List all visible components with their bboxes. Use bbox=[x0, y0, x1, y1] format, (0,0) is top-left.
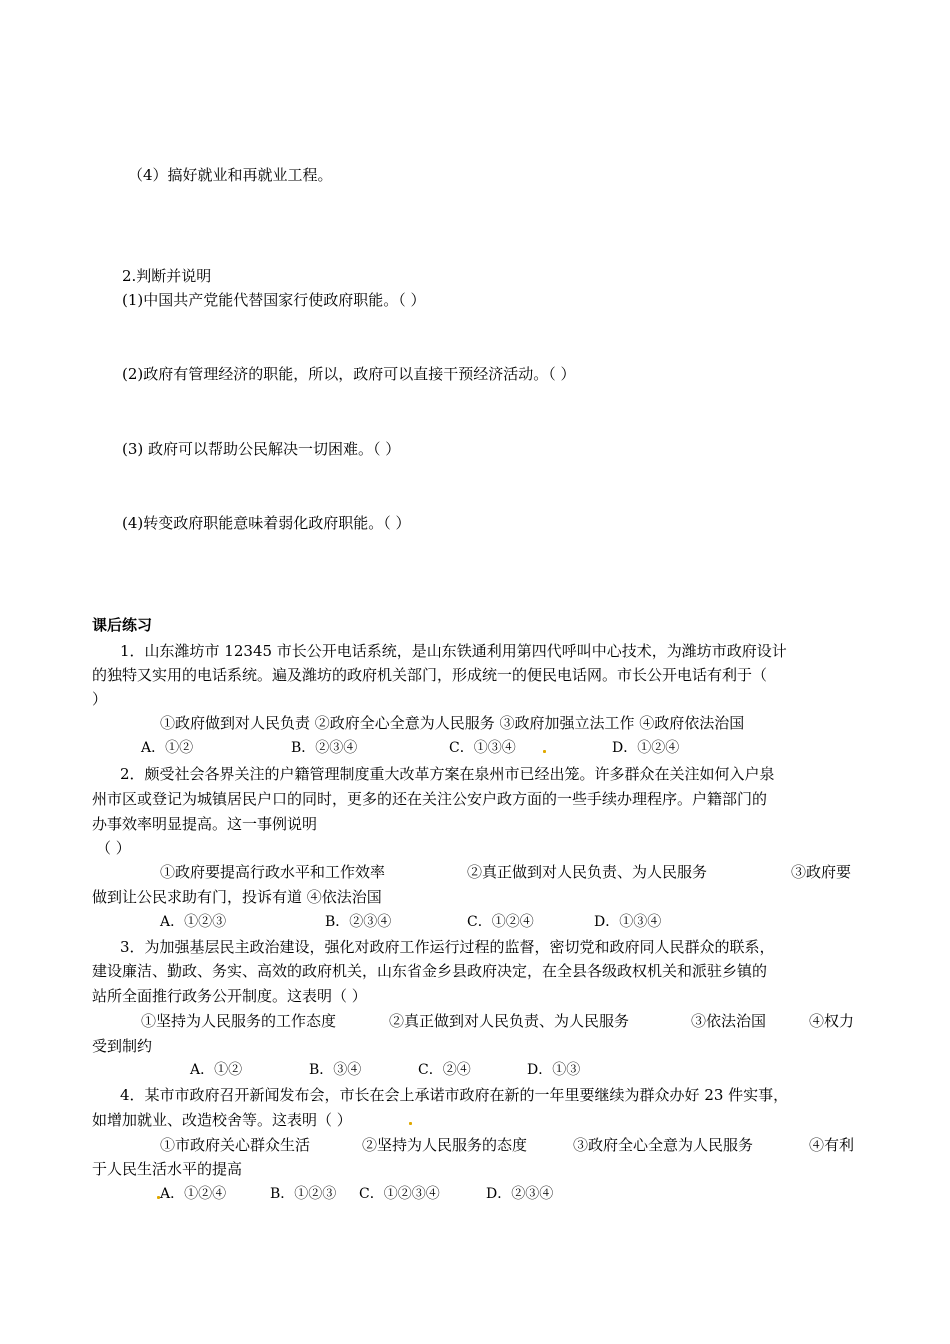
q1-option-b: B．②③④ bbox=[291, 740, 358, 756]
q2-statements-cont: 做到让公民求助有门，投诉有道 ④依法治国 bbox=[92, 888, 382, 906]
q2-line-1: 2．颇受社会各界关注的户籍管理制度重大改革方案在泉州市已经出笼。许多群众在关注如何入户泉 bbox=[120, 765, 775, 783]
q1-line-1: 1．山东潍坊市 12345 市长公开电话系统，是山东铁通利用第四代呼叫中心技术，为潍坊市政府设计 bbox=[120, 642, 787, 660]
q4-statement-2: ②坚持为人民服务的态度 bbox=[362, 1136, 528, 1154]
q2-statement-1: ①政府要提高行政水平和工作效率 bbox=[160, 863, 386, 881]
q1-option-d: D．①②④ bbox=[612, 740, 680, 756]
q3-line-2: 建设廉洁、勤政、务实、高效的政府机关，山东省金乡县政府决定，在全县各级政权机关和派驻乡镇的 bbox=[92, 962, 768, 980]
q2-statement-3: ③政府要 bbox=[791, 863, 852, 881]
q1-option-a: A．①② bbox=[141, 740, 194, 756]
q1-line-2: 的独特又实用的电话系统。遍及潍坊的政府机关部门，形成统一的便民电话网。市长公开电话有利于（ bbox=[92, 666, 768, 684]
q3-option-a: A．①② bbox=[190, 1062, 243, 1078]
q3-statement-2: ②真正做到对人民负责、为人民服务 bbox=[389, 1012, 630, 1030]
q1-line-3: ） bbox=[92, 690, 108, 708]
q2-option-a: A．①②③ bbox=[160, 914, 227, 930]
q3-option-c: C．②④ bbox=[418, 1062, 471, 1078]
q3-statements-cont: 受到制约 bbox=[92, 1037, 153, 1055]
q2-line-4: （ ） bbox=[96, 839, 131, 857]
q3-option-b: B．③④ bbox=[309, 1062, 362, 1078]
q2-option-b: B．②③④ bbox=[325, 914, 392, 930]
q3-line-3: 站所全面推行政务公开制度。这表明（ ） bbox=[92, 987, 367, 1005]
q4-option-d: D．②③④ bbox=[486, 1186, 554, 1202]
section-title: 课后练习 bbox=[92, 616, 153, 634]
q4-statement-1: ①市政府关心群众生活 bbox=[160, 1136, 311, 1154]
q4-option-c: C．①②③④ bbox=[359, 1186, 440, 1202]
q1-option-c: C．①③④ bbox=[449, 740, 516, 756]
q3-line-1: 3．为加强基层民主政治建设，强化对政府工作运行过程的监督，密切党和政府同人民群众的联系， bbox=[120, 938, 775, 956]
q4-option-b: B．①②③ bbox=[270, 1186, 337, 1202]
q2-statement-2: ②真正做到对人民负责、为人民服务 bbox=[467, 863, 708, 881]
q4-option-a: A．①②④ bbox=[160, 1186, 227, 1202]
ink-dot bbox=[543, 750, 546, 753]
q2-option-c: C．①②④ bbox=[467, 914, 534, 930]
q2-line-2: 州市区或登记为城镇居民户口的同时，更多的还在关注公安户政方面的一些手续办理程序。户籍部门的 bbox=[92, 790, 768, 808]
q4-statements-cont: 于人民生活水平的提高 bbox=[92, 1160, 243, 1178]
q4-statement-4: ④有利 bbox=[809, 1136, 855, 1154]
q4-line-2: 如增加就业、改造校舍等。这表明（ ） bbox=[92, 1111, 352, 1129]
q4-line-1: 4．某市市政府召开新闻发布会，市长在会上承诺市政府在新的一年里要继续为群众办好 23 件实事， bbox=[120, 1086, 789, 1104]
q3-statement-3: ③依法治国 bbox=[691, 1012, 767, 1030]
q1-statements: ①政府做到对人民负责 ②政府全心全意为人民服务 ③政府加强立法工作 ④政府依法治国 bbox=[160, 714, 745, 732]
judge-item-1: (1)中国共产党能代替国家行使政府职能。（ ） bbox=[122, 291, 426, 309]
judge-item-2: (2)政府有管理经济的职能，所以，政府可以直接干预经济活动。（ ） bbox=[122, 365, 576, 383]
q4-statement-3: ③政府全心全意为人民服务 bbox=[573, 1136, 754, 1154]
item-4: （4）搞好就业和再就业工程。 bbox=[128, 166, 333, 184]
q3-statement-4: ④权力 bbox=[809, 1012, 855, 1030]
q2-option-d: D．①③④ bbox=[594, 914, 662, 930]
judge-heading: 2.判断并说明 bbox=[122, 267, 212, 285]
judge-item-4: (4)转变政府职能意味着弱化政府职能。（ ） bbox=[122, 514, 411, 532]
q3-statement-1: ①坚持为人民服务的工作态度 bbox=[141, 1012, 337, 1030]
q3-option-d: D．①③ bbox=[527, 1062, 581, 1078]
judge-item-3: (3) 政府可以帮助公民解决一切困难。（ ） bbox=[122, 440, 401, 458]
q2-line-3: 办事效率明显提高。这一事例说明 bbox=[92, 815, 318, 833]
ink-dot bbox=[409, 1122, 412, 1125]
